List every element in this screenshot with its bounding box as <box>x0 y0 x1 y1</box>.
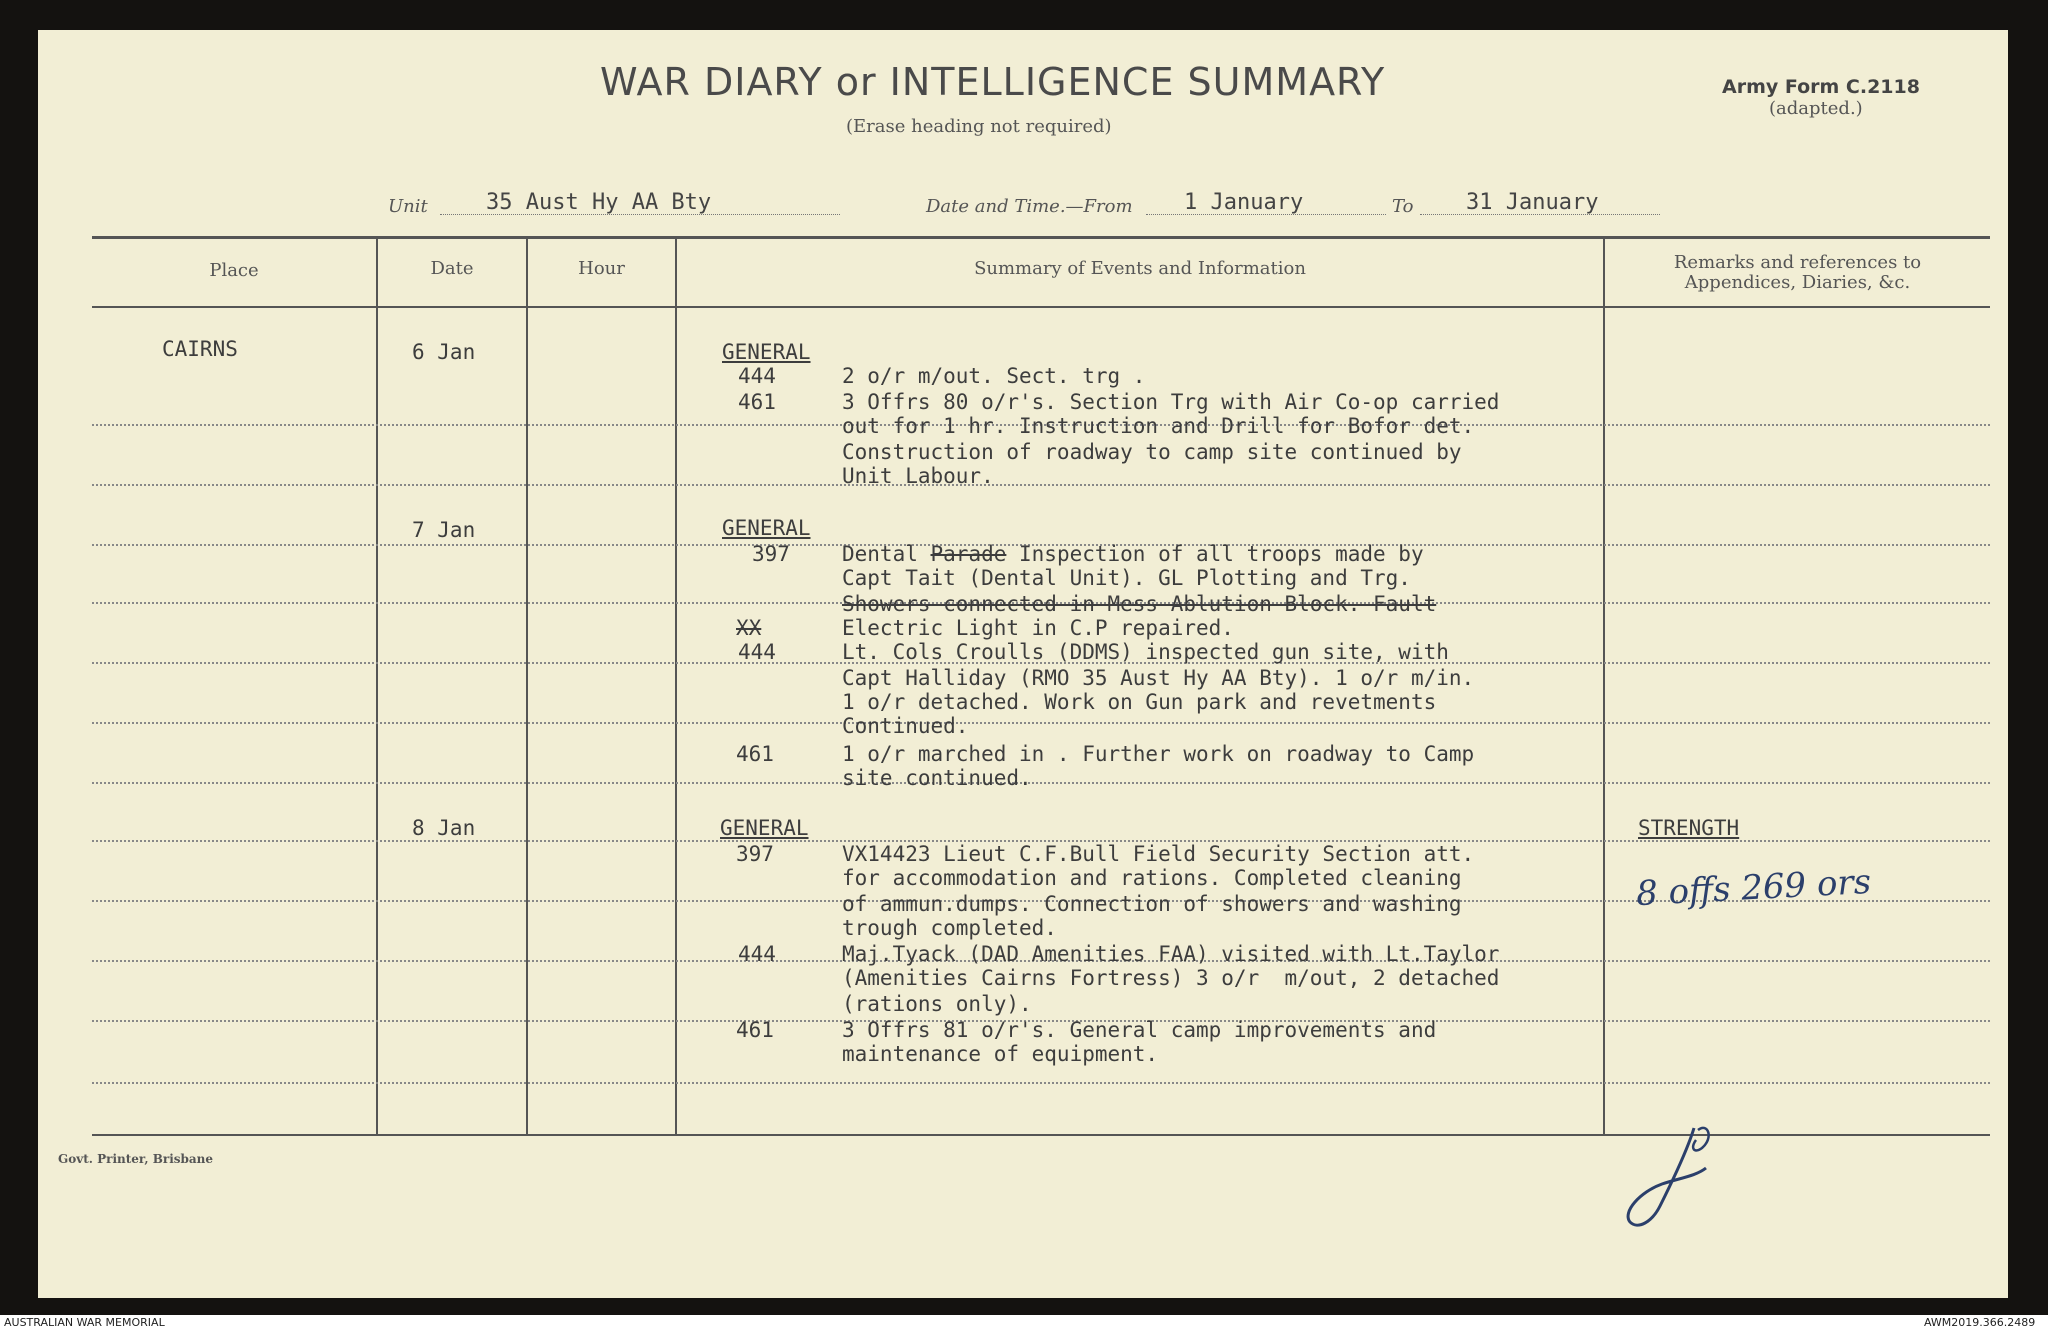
unit-number-461: 461 <box>736 742 774 766</box>
unit-number-461: 461 <box>736 1018 774 1042</box>
date-6-jan: 6 Jan <box>412 340 476 364</box>
entry-text: (rations only). <box>842 992 1032 1016</box>
date-to-value: 31 January <box>1466 190 1599 215</box>
remarks-strength-heading: STRENGTH <box>1638 816 1740 840</box>
row-rule <box>92 722 1990 724</box>
date-from-label: Date and Time.—From <box>926 196 1133 217</box>
entry-text: Capt Tait (Dental Unit). GL Plotting and Trg. <box>842 566 1411 590</box>
entry-text: Unit Labour. <box>842 464 994 488</box>
row-rule <box>92 782 1990 784</box>
column-header-date: Date <box>430 258 474 279</box>
entry-text: 1 o/r detached. Work on Gun park and revetments <box>842 690 1437 714</box>
struck-word: Parade <box>930 542 1007 566</box>
column-divider <box>526 236 528 1134</box>
entry-text-part: Dental <box>842 542 931 566</box>
entry-text: Maj.Tyack (DAD Amenities FAA) visited with Lt.Taylor <box>842 942 1500 966</box>
printer-imprint: Govt. Printer, Brisbane <box>58 1152 214 1166</box>
row-rule <box>92 484 1990 486</box>
entry-text: VX14423 Lieut C.F.Bull Field Security Section att. <box>842 842 1475 866</box>
entry-text: Electric Light in C.P repaired. <box>842 616 1234 640</box>
column-header-remarks-1: Remarks and references to <box>1673 252 1922 273</box>
column-divider <box>376 236 378 1134</box>
unit-number-struck: XX <box>736 616 762 640</box>
entry-text: maintenance of equipment. <box>842 1042 1159 1066</box>
diary-page <box>38 30 2008 1298</box>
unit-number-444: 444 <box>738 640 776 664</box>
entry-text: 3 Offrs 80 o/r's. Section Trg with Air Co-op carried <box>842 390 1500 414</box>
unit-number-444: 444 <box>738 942 776 966</box>
entry-text: (Amenities Cairns Fortress) 3 o/r m/out, 2 detached <box>842 966 1500 990</box>
unit-number-444: 444 <box>738 364 776 388</box>
entry-text: Construction of roadway to camp site continued by <box>842 440 1462 464</box>
entry-text: 1 o/r marched in . Further work on roadway to Camp <box>842 742 1475 766</box>
archive-credit: AUSTRALIAN WAR MEMORIAL <box>4 1316 165 1329</box>
column-divider <box>1603 236 1605 1134</box>
erase-note: (Erase heading not required) <box>846 116 1112 137</box>
handwritten-initial-signature <box>1610 1118 1730 1234</box>
place-cairns: CAIRNS <box>162 337 238 361</box>
entry-text: for accommodation and rations. Completed cleaning <box>842 866 1462 890</box>
entry-text: trough completed. <box>842 916 1057 940</box>
entry-text: out for 1 hr. Instruction and Drill for Bofor det. <box>842 414 1475 438</box>
column-divider <box>675 236 677 1134</box>
heading-general-7: GENERAL <box>722 516 811 540</box>
entry-text <box>842 542 1424 566</box>
entry-text: 3 Offrs 81 o/r's. General camp improvements and <box>842 1018 1437 1042</box>
heading-general-8: GENERAL <box>720 816 809 840</box>
form-adapted: (adapted.) <box>1769 98 1863 119</box>
entry-text: of ammun.dumps. Connection of showers and washing <box>842 892 1462 916</box>
entry-text: Capt Halliday (RMO 35 Aust Hy AA Bty). 1 o/r m/in. <box>842 666 1475 690</box>
unit-number-397: 397 <box>752 542 790 566</box>
unit-number-461: 461 <box>738 390 776 414</box>
entry-text: 2 o/r m/out. Sect. trg . <box>842 364 1146 388</box>
entry-text: Showers connected in Mess Ablution Block. Fault <box>842 592 1437 616</box>
row-rule <box>92 1082 1990 1084</box>
remarks-strength-handwritten: 8 offs 269 ors <box>1635 861 1873 915</box>
column-header-remarks-2: Appendices, Diaries, &c. <box>1684 272 1911 293</box>
heading-general-6: GENERAL <box>722 340 811 364</box>
date-from-value: 1 January <box>1184 190 1304 215</box>
page-title: WAR DIARY or INTELLIGENCE SUMMARY <box>600 60 1386 104</box>
archive-reference: AWM2019.366.2489 <box>1924 1316 2036 1329</box>
column-header-hour: Hour <box>578 258 625 279</box>
date-7-jan: 7 Jan <box>412 518 476 542</box>
entry-text: site continued. <box>842 766 1032 790</box>
unit-label: Unit <box>388 196 428 217</box>
date-8-jan: 8 Jan <box>412 816 476 840</box>
column-header-place: Place <box>209 260 259 281</box>
form-number: Army Form C.2118 <box>1722 76 1920 98</box>
entry-text-part: Inspection of all troops made by <box>1006 542 1424 566</box>
entry-text: Lt. Cols Croulls (DDMS) inspected gun site, with <box>842 640 1449 664</box>
entry-text: Continued. <box>842 714 969 738</box>
column-header-summary: Summary of Events and Information <box>974 258 1306 279</box>
date-to-label: To <box>1392 196 1414 217</box>
unit-value: 35 Aust Hy AA Bty <box>486 190 712 215</box>
unit-number-397: 397 <box>736 842 774 866</box>
